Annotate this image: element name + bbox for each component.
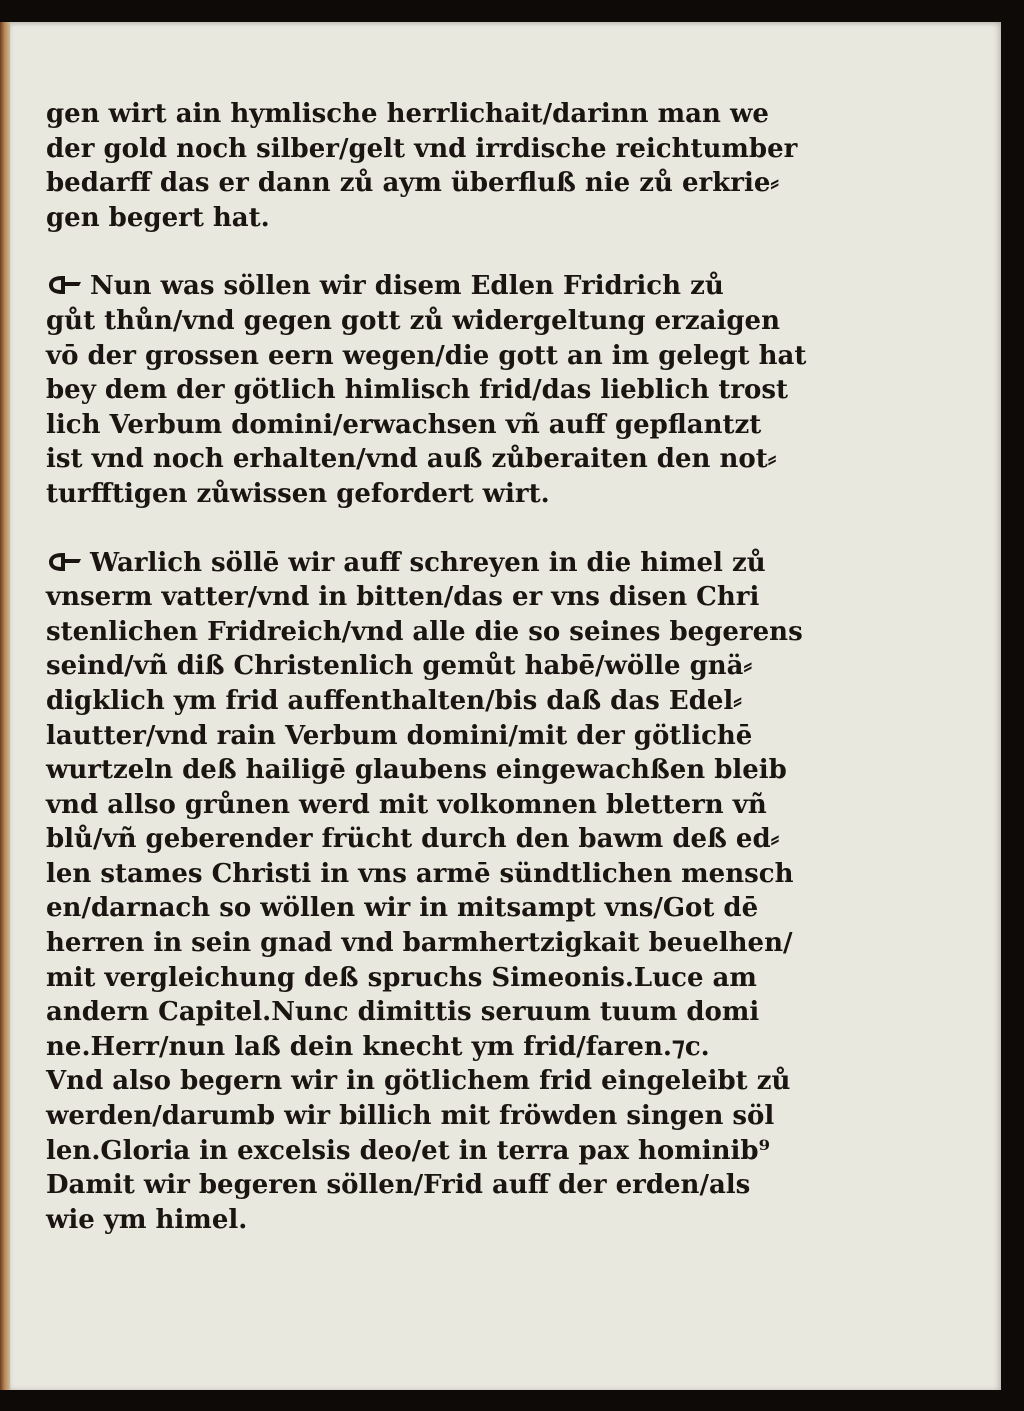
text-line: bedarff das er dann zů aym überfluß nie zů erkrie⸗ — [46, 168, 780, 199]
text-line: mit vergleichung deß spruchs Simeonis.Luce am — [46, 962, 757, 993]
text-line: vnd allso grůnen werd mit volkomnen blettern vñ — [46, 789, 767, 820]
text-line: werden/darumb wir billich mit fröwden singen söl — [46, 1101, 775, 1132]
text-line: bey dem der götlich himlisch frid/das lieblich trost — [46, 375, 789, 406]
paragraph-gap — [46, 235, 766, 269]
text-line: andern Capitel.Nunc dimittis seruum tuum domi — [46, 997, 760, 1028]
text-line: vō der grossen eern wegen/die gott an im gelegt hat — [46, 340, 807, 371]
text-line: blů/vñ geberender frücht durch den bawm deß ed⸗ — [46, 824, 780, 855]
text-line: ne.Herr/nun laß dein knecht ym frid/faren.⁊c. — [46, 1031, 710, 1062]
text-line: Vnd also begern wir in götlichem frid eingeleibt zů — [46, 1066, 791, 1097]
text-line: lich Verbum domini/erwachsen vñ auff gepflantzt — [46, 409, 762, 440]
text-line: gůt thůn/vnd gegen gott zů widergeltung erzaigen — [46, 305, 780, 336]
text-line: digklich ym frid auffenthalten/bis daß das Edel⸗ — [46, 685, 742, 716]
text-line: gen wirt ain hymlische herrlichait/darinn man we — [46, 99, 769, 129]
text-line: vnserm vatter/vnd in bitten/das er vns disen Chri — [46, 582, 760, 613]
paragraph-gap — [46, 512, 766, 546]
text-line: turfftigen zůwissen gefordert wirt. — [46, 478, 550, 509]
text-line: seind/vñ diß Christenlich gemůt habē/wölle gnä⸗ — [46, 651, 753, 682]
text-line: len stames Christi in vns armē sündtlichen mensch — [46, 858, 794, 889]
text-line — [46, 269, 766, 304]
paragraph-3 — [46, 546, 803, 1238]
text-line: herren in sein gnad vnd barmhertzigkait beuelhen/ — [46, 928, 793, 959]
text-line: len.Gloria in excelsis deo/et in terra pax hominib⁹ — [46, 1135, 771, 1166]
text-line — [46, 546, 766, 581]
text-line-content: Nun was söllen wir disem Edlen Fridrich zů — [90, 271, 724, 302]
text-line: gen begert hat. — [46, 202, 270, 233]
text-line: ist vnd noch erhalten/vnd auß zůberaiten den not⸗ — [46, 444, 777, 475]
text-line: der gold noch silber/gelt vnd irrdische reichtumber — [46, 133, 798, 164]
text-line-content: Warlich söllē wir auff schreyen in die himel zů — [90, 547, 766, 578]
text-line: stenlichen Fridreich/vnd alle die so seines begerens — [46, 616, 803, 647]
text-block — [46, 97, 807, 1237]
text-line: wie ym himel. — [46, 1204, 248, 1235]
text-line: Damit wir begeren söllen/Frid auff der erden/als — [46, 1170, 751, 1201]
book-page — [10, 22, 1001, 1390]
paragraph-1 — [46, 97, 798, 235]
text-line: wurtzeln deß hailigē glaubens eingewachßen bleib — [46, 755, 787, 786]
text-line: en/darnach so wöllen wir in mitsampt vns/Got dē — [46, 893, 759, 924]
text-line: lautter/vnd rain Verbum domini/mit der götlichē — [46, 720, 753, 751]
paragraph-2 — [46, 269, 807, 511]
pilcrow-icon — [46, 273, 84, 297]
pilcrow-icon — [46, 550, 84, 574]
